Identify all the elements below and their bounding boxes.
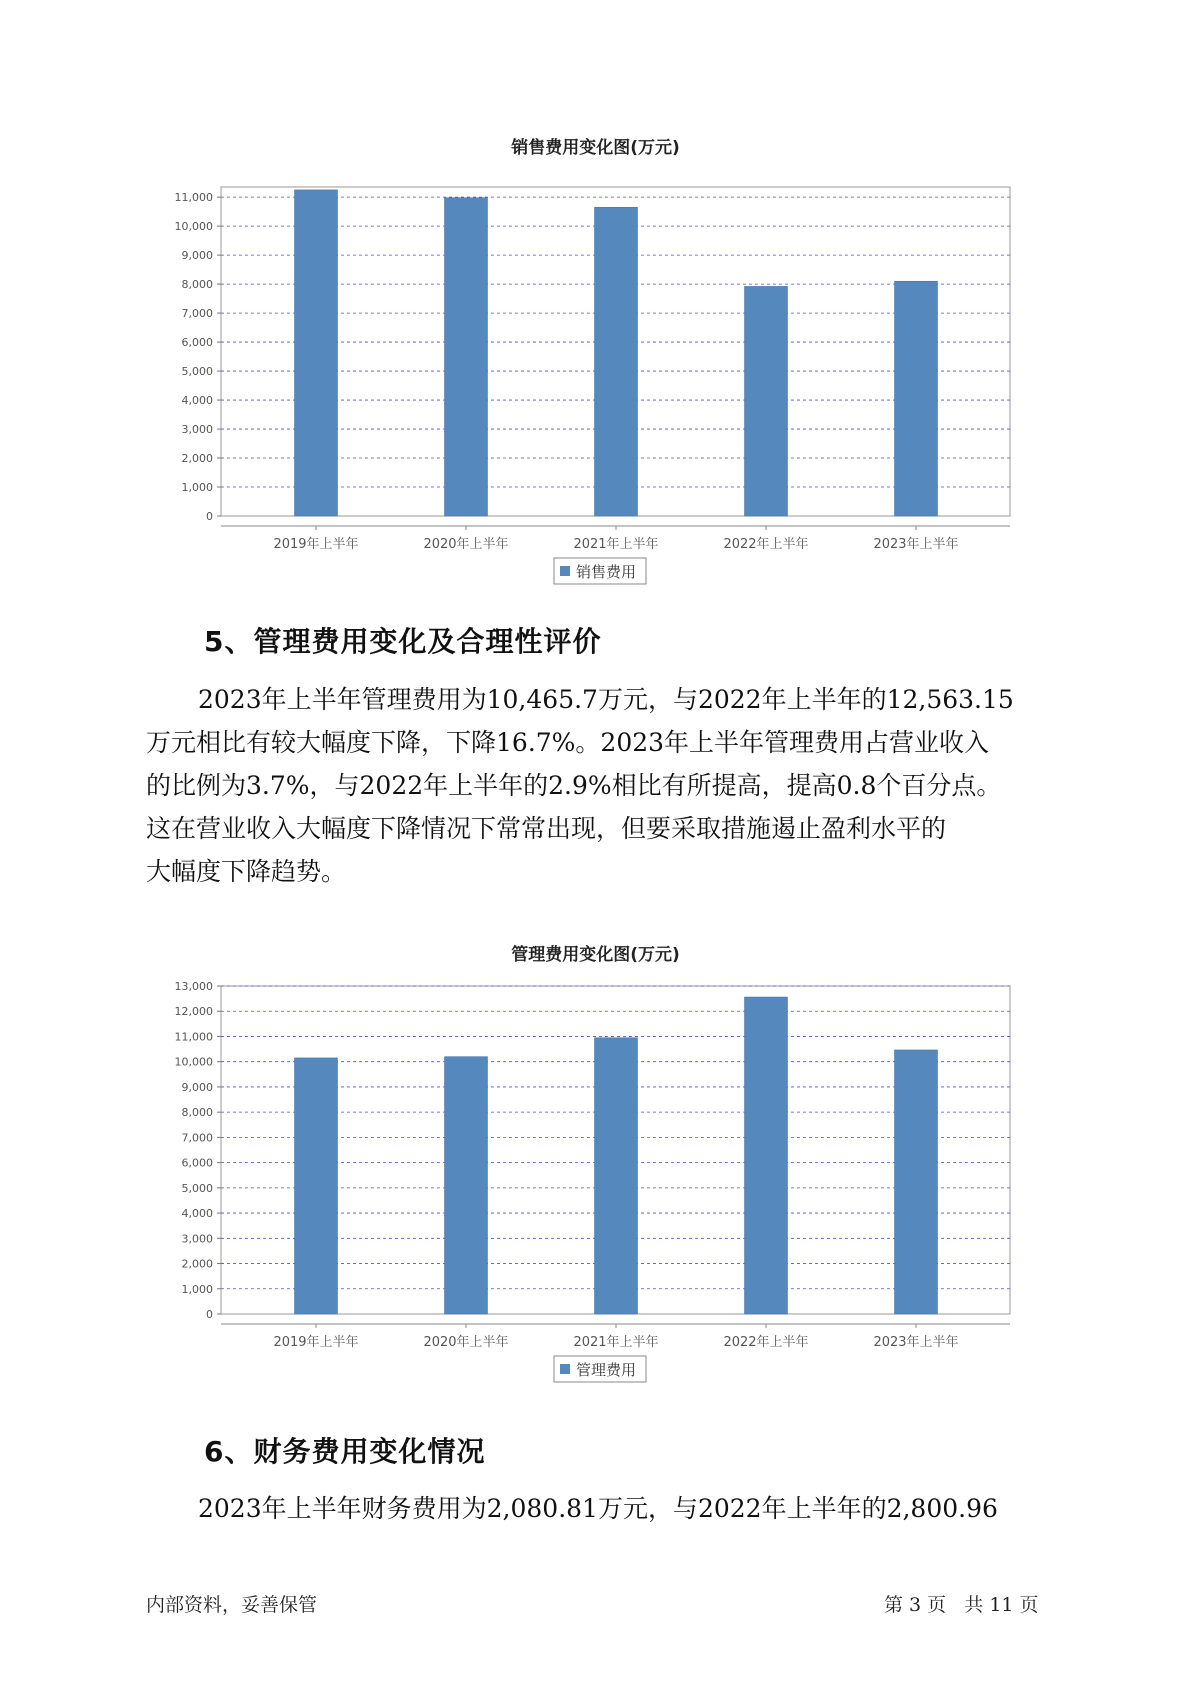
y-tick-label: 4,000: [181, 1207, 213, 1221]
paragraph-line: 2023年上半年管理费用为10,465.7万元，与2022年上半年的12,563.15: [198, 685, 1014, 714]
y-tick-label: 7,000: [181, 1131, 213, 1145]
y-tick-label: 10,000: [174, 1055, 213, 1069]
bar: [295, 1058, 338, 1314]
y-tick-label: 0: [206, 1308, 213, 1321]
bar: [895, 1050, 938, 1314]
bar: [445, 198, 488, 516]
y-tick-label: 9,000: [181, 249, 213, 263]
legend-swatch: [560, 566, 570, 576]
x-tick-label: 2020年上半年: [423, 1335, 509, 1350]
x-tick-label: 2021年上半年: [573, 537, 659, 552]
paragraph-line: 万元相比有较大幅度下降，下降16.7%。2023年上半年管理费用占营业收入: [146, 728, 990, 757]
section-6-heading: 6、财务费用变化情况: [204, 1435, 486, 1468]
bar: [445, 1057, 488, 1314]
y-tick-label: 13,000: [174, 980, 213, 993]
y-tick-label: 2,000: [181, 452, 213, 466]
bar: [745, 997, 788, 1314]
y-tick-label: 5,000: [181, 365, 213, 379]
paragraph-line: 2023年上半年财务费用为2,080.81万元，与2022年上半年的2,800.96: [198, 1494, 998, 1523]
x-tick-label: 2020年上半年: [423, 537, 509, 552]
y-tick-label: 5,000: [181, 1181, 213, 1195]
y-tick-label: 3,000: [181, 423, 213, 437]
y-tick-label: 4,000: [181, 394, 213, 408]
section-5-heading: 5、管理费用变化及合理性评价: [204, 625, 602, 658]
footer-confidential-note: 内部资料，妥善保管: [146, 1594, 318, 1616]
x-tick-label: 2022年上半年: [723, 1335, 809, 1350]
sales-expense-chart: [0, 160, 1191, 581]
y-tick-label: 6,000: [181, 1156, 213, 1170]
sales-expense-chart-title: 销售费用变化图(万元): [511, 138, 680, 158]
y-tick-label: 2,000: [181, 1257, 213, 1271]
footer-page-number: 第 3 页 共 11 页: [884, 1594, 1039, 1616]
y-tick-label: 12,000: [174, 1005, 213, 1019]
x-tick-label: 2023年上半年: [873, 1335, 959, 1350]
bar: [895, 281, 938, 516]
paragraph-line: 的比例为3.7%，与2022年上半年的2.9%相比有所提高，提高0.8个百分点。: [146, 771, 1002, 800]
section-6-paragraph: [146, 1487, 1046, 1530]
bar: [745, 286, 788, 516]
x-tick-label: 2019年上半年: [273, 537, 359, 552]
y-tick-label: 1,000: [181, 481, 213, 495]
bar: [595, 207, 638, 516]
x-tick-label: 2022年上半年: [723, 537, 809, 552]
y-tick-label: 1,000: [181, 1282, 213, 1296]
y-tick-label: 3,000: [181, 1232, 213, 1246]
bar: [595, 1038, 638, 1314]
y-tick-label: 10,000: [174, 220, 213, 234]
paragraph-line: 这在营业收入大幅度下降情况下常常出现，但要采取措施遏止盈利水平的: [146, 814, 947, 843]
y-tick-label: 9,000: [181, 1080, 213, 1094]
y-tick-label: 11,000: [174, 191, 213, 205]
x-tick-label: 2021年上半年: [573, 1335, 659, 1350]
y-tick-label: 6,000: [181, 336, 213, 350]
y-tick-label: 11,000: [174, 1030, 213, 1044]
admin-expense-chart: [0, 968, 1191, 1379]
y-tick-label: 8,000: [181, 278, 213, 292]
y-tick-label: 0: [206, 510, 213, 523]
legend-label: 销售费用: [576, 563, 637, 581]
x-tick-label: 2023年上半年: [873, 537, 959, 552]
section-5-paragraph: [146, 678, 1046, 893]
legend-swatch: [560, 1364, 570, 1374]
legend-label: 管理费用: [576, 1361, 637, 1379]
x-tick-label: 2019年上半年: [273, 1335, 359, 1350]
admin-expense-chart-title: 管理费用变化图(万元): [511, 945, 680, 965]
paragraph-line: 大幅度下降趋势。: [146, 857, 347, 886]
y-tick-label: 7,000: [181, 307, 213, 321]
y-tick-label: 8,000: [181, 1106, 213, 1120]
bar: [295, 190, 338, 516]
